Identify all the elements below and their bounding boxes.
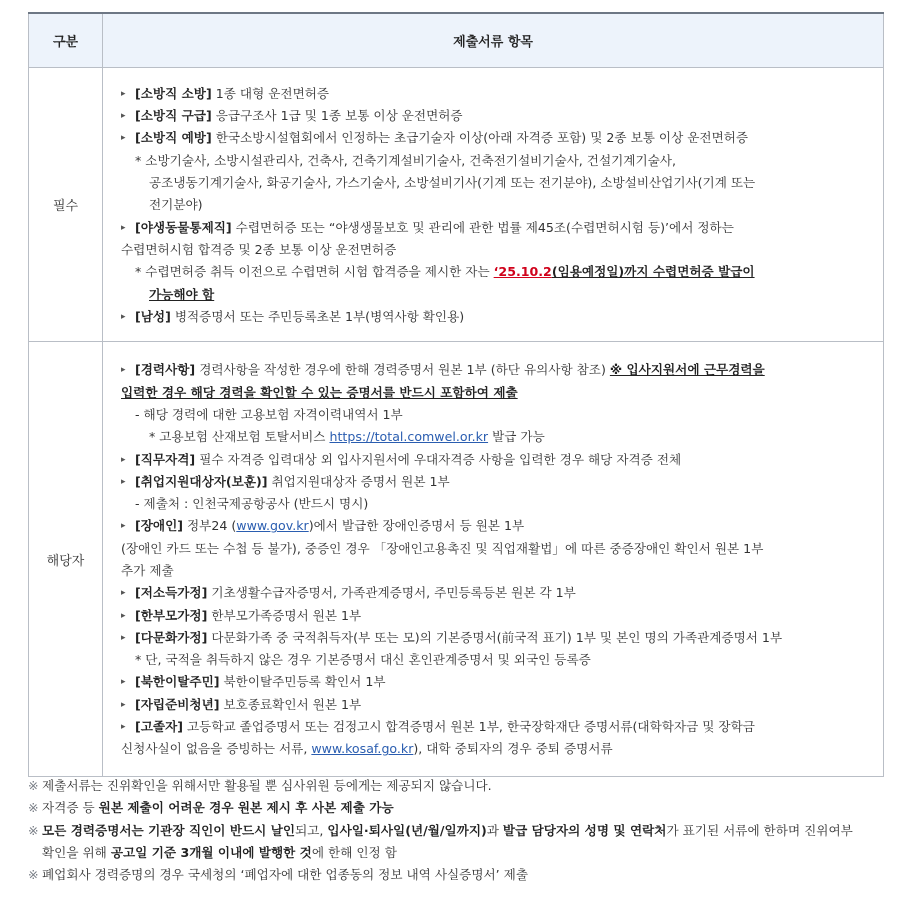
note-text: 자격증 등	[42, 800, 99, 816]
documents-table	[28, 12, 884, 777]
kosaf-link[interactable]: www.kosaf.go.kr	[311, 741, 414, 757]
note-mark: ※	[28, 800, 39, 816]
note-emphasis: (임용예정일)까지 수렵면허증 발급이	[551, 264, 755, 280]
list-item	[121, 716, 873, 738]
list-item	[121, 694, 873, 716]
list-item	[121, 306, 873, 328]
list-item	[121, 671, 873, 693]
footnote	[28, 820, 888, 842]
note-text: * 고용보험 산재보험 토탈서비스	[149, 429, 330, 445]
list-item	[121, 359, 873, 381]
note-text: * 수렵면허증 취득 이전으로 수렵면허 시험 합격증을 제시한 자는	[135, 264, 494, 280]
item-continuation	[121, 382, 873, 404]
item-text: 정부24 (	[183, 518, 237, 534]
footnote	[28, 864, 888, 886]
note-text: 발급 가능	[488, 429, 545, 445]
item-text: )에서 발급한 장애인증명서 등 원본 1부	[308, 518, 525, 534]
note-text: 되고,	[295, 822, 328, 838]
applicable-items	[103, 342, 884, 777]
table-header-row	[29, 13, 884, 68]
list-item	[121, 471, 873, 493]
item-text: 고등학교 졸업증명서 또는 검정고시 합격증명서 원본 1부, 한국장학재단 증명서류(대학학자금 및 장학금	[183, 719, 755, 735]
item-tag: [다문화가정]	[135, 629, 208, 645]
sub-note	[121, 261, 873, 283]
note-text: 에 한해 인정 함	[311, 844, 397, 860]
note-emphasis: 발급 담당자의 성명 및 연락처	[502, 822, 667, 838]
sub-note: * 단, 국적을 취득하지 않은 경우 기본증명서 대신 혼인관계증명서 및 외국인 등록증	[135, 652, 591, 668]
item-continuation: 수렵면허시험 합격증 및 2종 보통 이상 운전면허증	[121, 241, 397, 257]
sub-note	[121, 284, 873, 306]
item-text: 병적증명서 또는 주민등록초본 1부(병역사항 확인용)	[170, 308, 465, 324]
category-applicable: 해당자	[29, 342, 103, 777]
sub-note: * 소방기술사, 소방시설관리사, 건축사, 건축기계설비기술사, 건축전기설비기술사, 건설기계기술사,	[135, 152, 676, 168]
sub-note	[121, 426, 873, 448]
list-item	[121, 627, 873, 649]
note-emphasis: 모든 경력증명서는 기관장 직인이 반드시 날인	[42, 822, 296, 838]
item-tag: [자립준비청년]	[135, 696, 220, 712]
item-tag: [소방직 예방]	[135, 130, 212, 146]
note-text: 제출서류는 진위확인을 위해서만 활용될 뿐 심사위원 등에게는 제공되지 않습니다.	[42, 778, 492, 793]
item-text: 북한이탈주민등록 확인서 1부	[219, 674, 386, 690]
sub-note: 공조냉동기계기술사, 화공기술사, 가스기술사, 소방설비기사(기계 또는 전기분야), 소방설비산업기사(기계 또는	[149, 175, 756, 191]
note-emphasis: 원본 제출이 어려운 경우 원본 제시 후 사본 제출 가능	[98, 800, 394, 816]
deadline-date: ‘25.10.2	[493, 264, 552, 280]
list-item	[121, 515, 873, 537]
item-emphasis: ※ 입사지원서에 근무경력을	[609, 362, 765, 378]
footnote	[28, 797, 888, 819]
item-text: 응급구조사 1급 및 1종 보통 이상 운전면허증	[211, 108, 463, 124]
header-items: 제출서류 항목	[103, 13, 884, 68]
footnote-continuation	[28, 842, 888, 864]
item-text: 수렵면허증 또는 “야생생물보호 및 관리에 관한 법률 제45조(수렵면허시험 등)’에서 정하는	[231, 219, 734, 235]
header-category: 구분	[29, 13, 103, 68]
item-text: 경력사항을 작성한 경우에 한해 경력증명서 원본 1부 (하단 유의사항 참조)	[195, 362, 610, 378]
note-mark: ※	[28, 778, 39, 793]
list-item	[121, 217, 873, 239]
item-tag: [장애인]	[135, 518, 184, 534]
note-emphasis: 입사일·퇴사일(년/월/일까지)	[327, 822, 487, 838]
item-tag: [소방직 소방]	[135, 85, 212, 101]
list-item	[121, 83, 873, 105]
note-mark: ※	[28, 867, 39, 883]
gov-link[interactable]: www.gov.kr	[236, 518, 309, 534]
item-continuation	[121, 738, 873, 760]
item-tag: [직무자격]	[135, 451, 196, 467]
item-tag: [소방직 구급]	[135, 108, 212, 124]
item-text: 취업지원대상자 증명서 원본 1부	[267, 473, 450, 489]
item-tag: [야생동물통제직]	[135, 219, 232, 235]
item-tag: [저소득가정]	[135, 585, 208, 601]
item-text: 필수 자격증 입력대상 외 입사지원서에 우대자격증 사항을 입력한 경우 해당 자격증 전체	[195, 451, 682, 467]
item-text: 한부모가족증명서 원본 1부	[207, 607, 362, 623]
item-text: ), 대학 중퇴자의 경우 중퇴 증명서류	[413, 741, 613, 757]
sub-note: 전기분야)	[149, 197, 203, 213]
list-item	[121, 449, 873, 471]
footnote	[28, 775, 888, 797]
item-tag: [북한이탈주민]	[135, 674, 220, 690]
comwel-link[interactable]: https://total.comwel.or.kr	[329, 429, 489, 445]
note-text: 가 표기된 서류에 한하며 진위여부	[666, 822, 853, 838]
item-tag: [남성]	[135, 308, 171, 324]
item-text: 기초생활수급자증명서, 가족관계증명서, 주민등록등본 원본 각 1부	[207, 585, 576, 601]
item-tag: [취업지원대상자(보훈)]	[135, 473, 268, 489]
item-text: 1종 대형 운전면허증	[211, 85, 330, 101]
item-emphasis: 입력한 경우 해당 경력을 확인할 수 있는 증명서를 반드시 포함하여 제출	[121, 384, 518, 400]
note-text: 폐업회사 경력증명의 경우 국세청의 ‘폐업자에 대한 업종동의 정보 내역 사실증명서’ 제출	[42, 867, 528, 883]
item-text: 한국소방시설협회에서 인정하는 초급기술자 이상(아래 자격증 포함) 및 2종 보통 이상 운전면허증	[211, 130, 749, 146]
footnotes	[28, 775, 888, 886]
item-text: 다문화가족 중 국적취득자(부 또는 모)의 기본증명서(前국적 표기) 1부 및 본인 명의 가족관계증명서 1부	[207, 629, 783, 645]
list-item	[121, 605, 873, 627]
list-item	[121, 127, 873, 149]
item-continuation: (장애인 카드 또는 수첩 등 불가), 중증인 경우 「장애인고용촉진 및 직업재활법」에 따른 중증장애인 확인서 원본 1부	[121, 540, 764, 556]
sub-note: - 해당 경력에 대한 고용보험 자격이력내역서 1부	[135, 406, 403, 422]
item-tag: [한부모가정]	[135, 607, 208, 623]
note-emphasis: 가능해야 함	[149, 286, 215, 302]
note-emphasis: 공고일 기준 3개월 이내에 발행한 것	[110, 844, 312, 860]
list-item	[121, 582, 873, 604]
category-required: 필수	[29, 68, 103, 342]
item-text: 보호종료확인서 원본 1부	[219, 696, 362, 712]
item-tag: [경력사항]	[135, 362, 196, 378]
table-row-required	[29, 68, 884, 342]
note-text: 과	[486, 822, 503, 838]
required-items	[103, 68, 884, 342]
sub-note: - 제출처 : 인천국제공항공사 (반드시 명시)	[135, 496, 369, 512]
note-text: 확인을 위해	[42, 844, 111, 860]
item-text: 신청사실이 없음을 증빙하는 서류,	[121, 741, 312, 757]
note-mark: ※	[28, 822, 39, 838]
item-tag: [고졸자]	[135, 719, 184, 735]
list-item	[121, 105, 873, 127]
item-continuation: 추가 제출	[121, 563, 174, 578]
table-row-applicable	[29, 342, 884, 777]
